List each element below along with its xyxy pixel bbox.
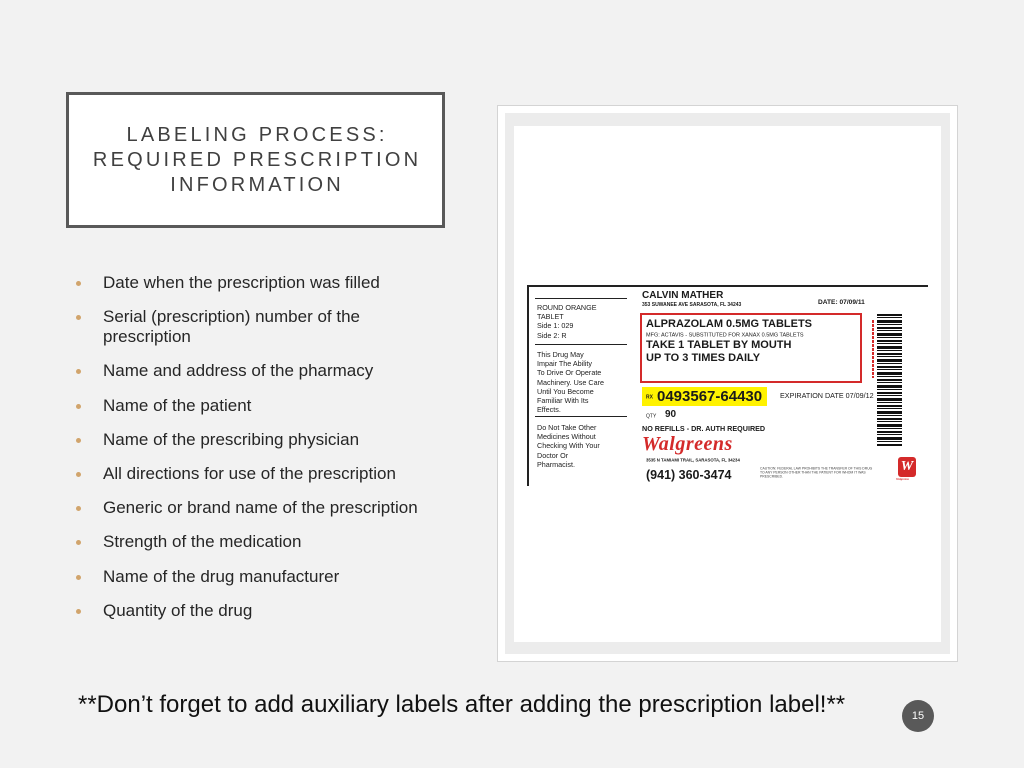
refills-note: NO REFILLS - DR. AUTH REQUIRED [642,424,766,433]
bullet-item [76,361,436,381]
medicine-interaction-warning [537,423,600,469]
warning-line: Doctor Or [537,450,569,460]
walgreens-logo-icon: W [898,457,916,477]
drowsiness-warning [537,350,604,414]
warning-line: Machinery. Use Care [537,377,604,387]
vertical-red-print-mark [872,320,874,378]
bullet-item [76,567,436,587]
manufacturer-note: MFG: ACTAVIS - SUBSTITUTED FOR XANAX 0.5MG TABLETS [646,332,804,338]
bullet-dot-icon [76,315,81,320]
bullet-dot-icon [76,369,81,374]
bullet-dot-icon [76,609,81,614]
rx-number: 0493567-64430 [657,388,763,405]
warning-line: Pharmacist. [537,459,575,469]
bullet-text: Name and address of the pharmacy [103,361,374,381]
label-left-rule [527,285,529,486]
tablet-description-line: TABLET [537,312,564,322]
bullet-dot-icon [76,575,81,580]
pharmacy-logo: Walgreens [642,433,733,455]
bullet-item [76,273,436,293]
federal-caution-text: CAUTION: FEDERAL LAW PROHIBITS THE TRANSFER OF THIS DRUG TO ANY PERSON OTHER THAN THE PATIENT FOR WHOM IT WAS PRESCRIBED. [760,467,873,479]
warning-line: Impair The Ability [537,359,592,369]
bullet-dot-icon [76,472,81,477]
warning-line: Effects. [537,405,561,415]
patient-address: 353 SUWANEE AVE SARASOTA, FL 34243 [642,302,742,308]
quantity-label: QTY [646,413,657,419]
bullet-item [76,532,436,552]
pharmacy-phone: (941) 360-3474 [646,468,732,482]
warning-line: Until You Become [537,386,594,396]
label-column-divider [535,298,627,299]
walgreens-logo-caption: Walgreens [896,478,909,481]
barcode-icon [877,314,902,447]
label-top-rule [527,285,928,287]
warning-line: Do Not Take Other [537,423,597,432]
bullet-dot-icon [76,438,81,443]
directions-line: UP TO 3 TIMES DAILY [646,352,761,364]
warning-line: Familiar With Its [537,396,589,406]
bullet-text: All directions for use of the prescription [103,463,396,483]
tablet-description-line: ROUND ORANGE [537,303,597,312]
tablet-description [537,303,597,340]
pharmacy-address: 3535 N TAMIAMI TRAIL, SARASOTA, FL 34234 [646,457,740,462]
bullet-item [76,498,436,518]
bullet-dot-icon [76,281,81,286]
patient-name: CALVIN MATHER [642,290,724,301]
bullet-item [76,601,436,621]
slide-title-line: INFORMATION [170,173,344,196]
warning-line: This Drug May [537,350,584,359]
bullet-dot-icon [76,404,81,409]
bullet-text: Name of the prescribing physician [103,429,360,449]
bullet-text: Strength of the medication [103,532,302,552]
drug-name: ALPRAZOLAM 0.5MG TABLETS [646,318,813,330]
fill-date: DATE: 07/09/11 [818,299,865,306]
required-info-bullet-list [76,273,436,635]
tablet-description-line: Side 2: R [537,330,567,340]
page-number-badge: 15 [902,700,934,732]
slide-title-line: REQUIRED PRESCRIPTION [92,148,422,171]
bullet-text: Quantity of the drug [103,600,253,620]
warning-line: Checking With Your [537,441,600,451]
bullet-text: Name of the drug manufacturer [103,566,340,586]
bullet-text: Date when the prescription was filled [103,273,380,292]
auxiliary-label-reminder: **Don’t forget to add auxiliary labels after adding the prescription label!** [78,691,846,718]
prescription-label [527,283,928,486]
expiration-date: EXPIRATION DATE 07/09/12 [780,391,874,400]
warning-line: To Drive Or Operate [537,368,602,378]
bullet-item [76,464,436,484]
directions-line: TAKE 1 TABLET BY MOUTH [646,339,792,351]
warning-line: Medicines Without [537,432,596,442]
rx-prefix: RX [646,394,653,400]
bullet-item [76,307,436,347]
bullet-dot-icon [76,540,81,545]
bullet-text: Name of the patient [103,395,252,415]
quantity-value: 90 [665,409,677,420]
tablet-description-line: Side 1: 029 [537,321,574,331]
label-column-divider [535,416,627,417]
bullet-dot-icon [76,506,81,511]
rx-number-highlight [642,387,767,406]
slide-title-line: LABELING PROCESS: [126,123,388,146]
label-column-divider [535,344,627,345]
bullet-item [76,430,436,450]
bullet-text: Serial (prescription) number of the prescription [103,307,361,347]
bullet-text: Generic or brand name of the prescription [103,498,418,518]
bullet-item [76,396,436,416]
slide-title-box [66,92,445,228]
